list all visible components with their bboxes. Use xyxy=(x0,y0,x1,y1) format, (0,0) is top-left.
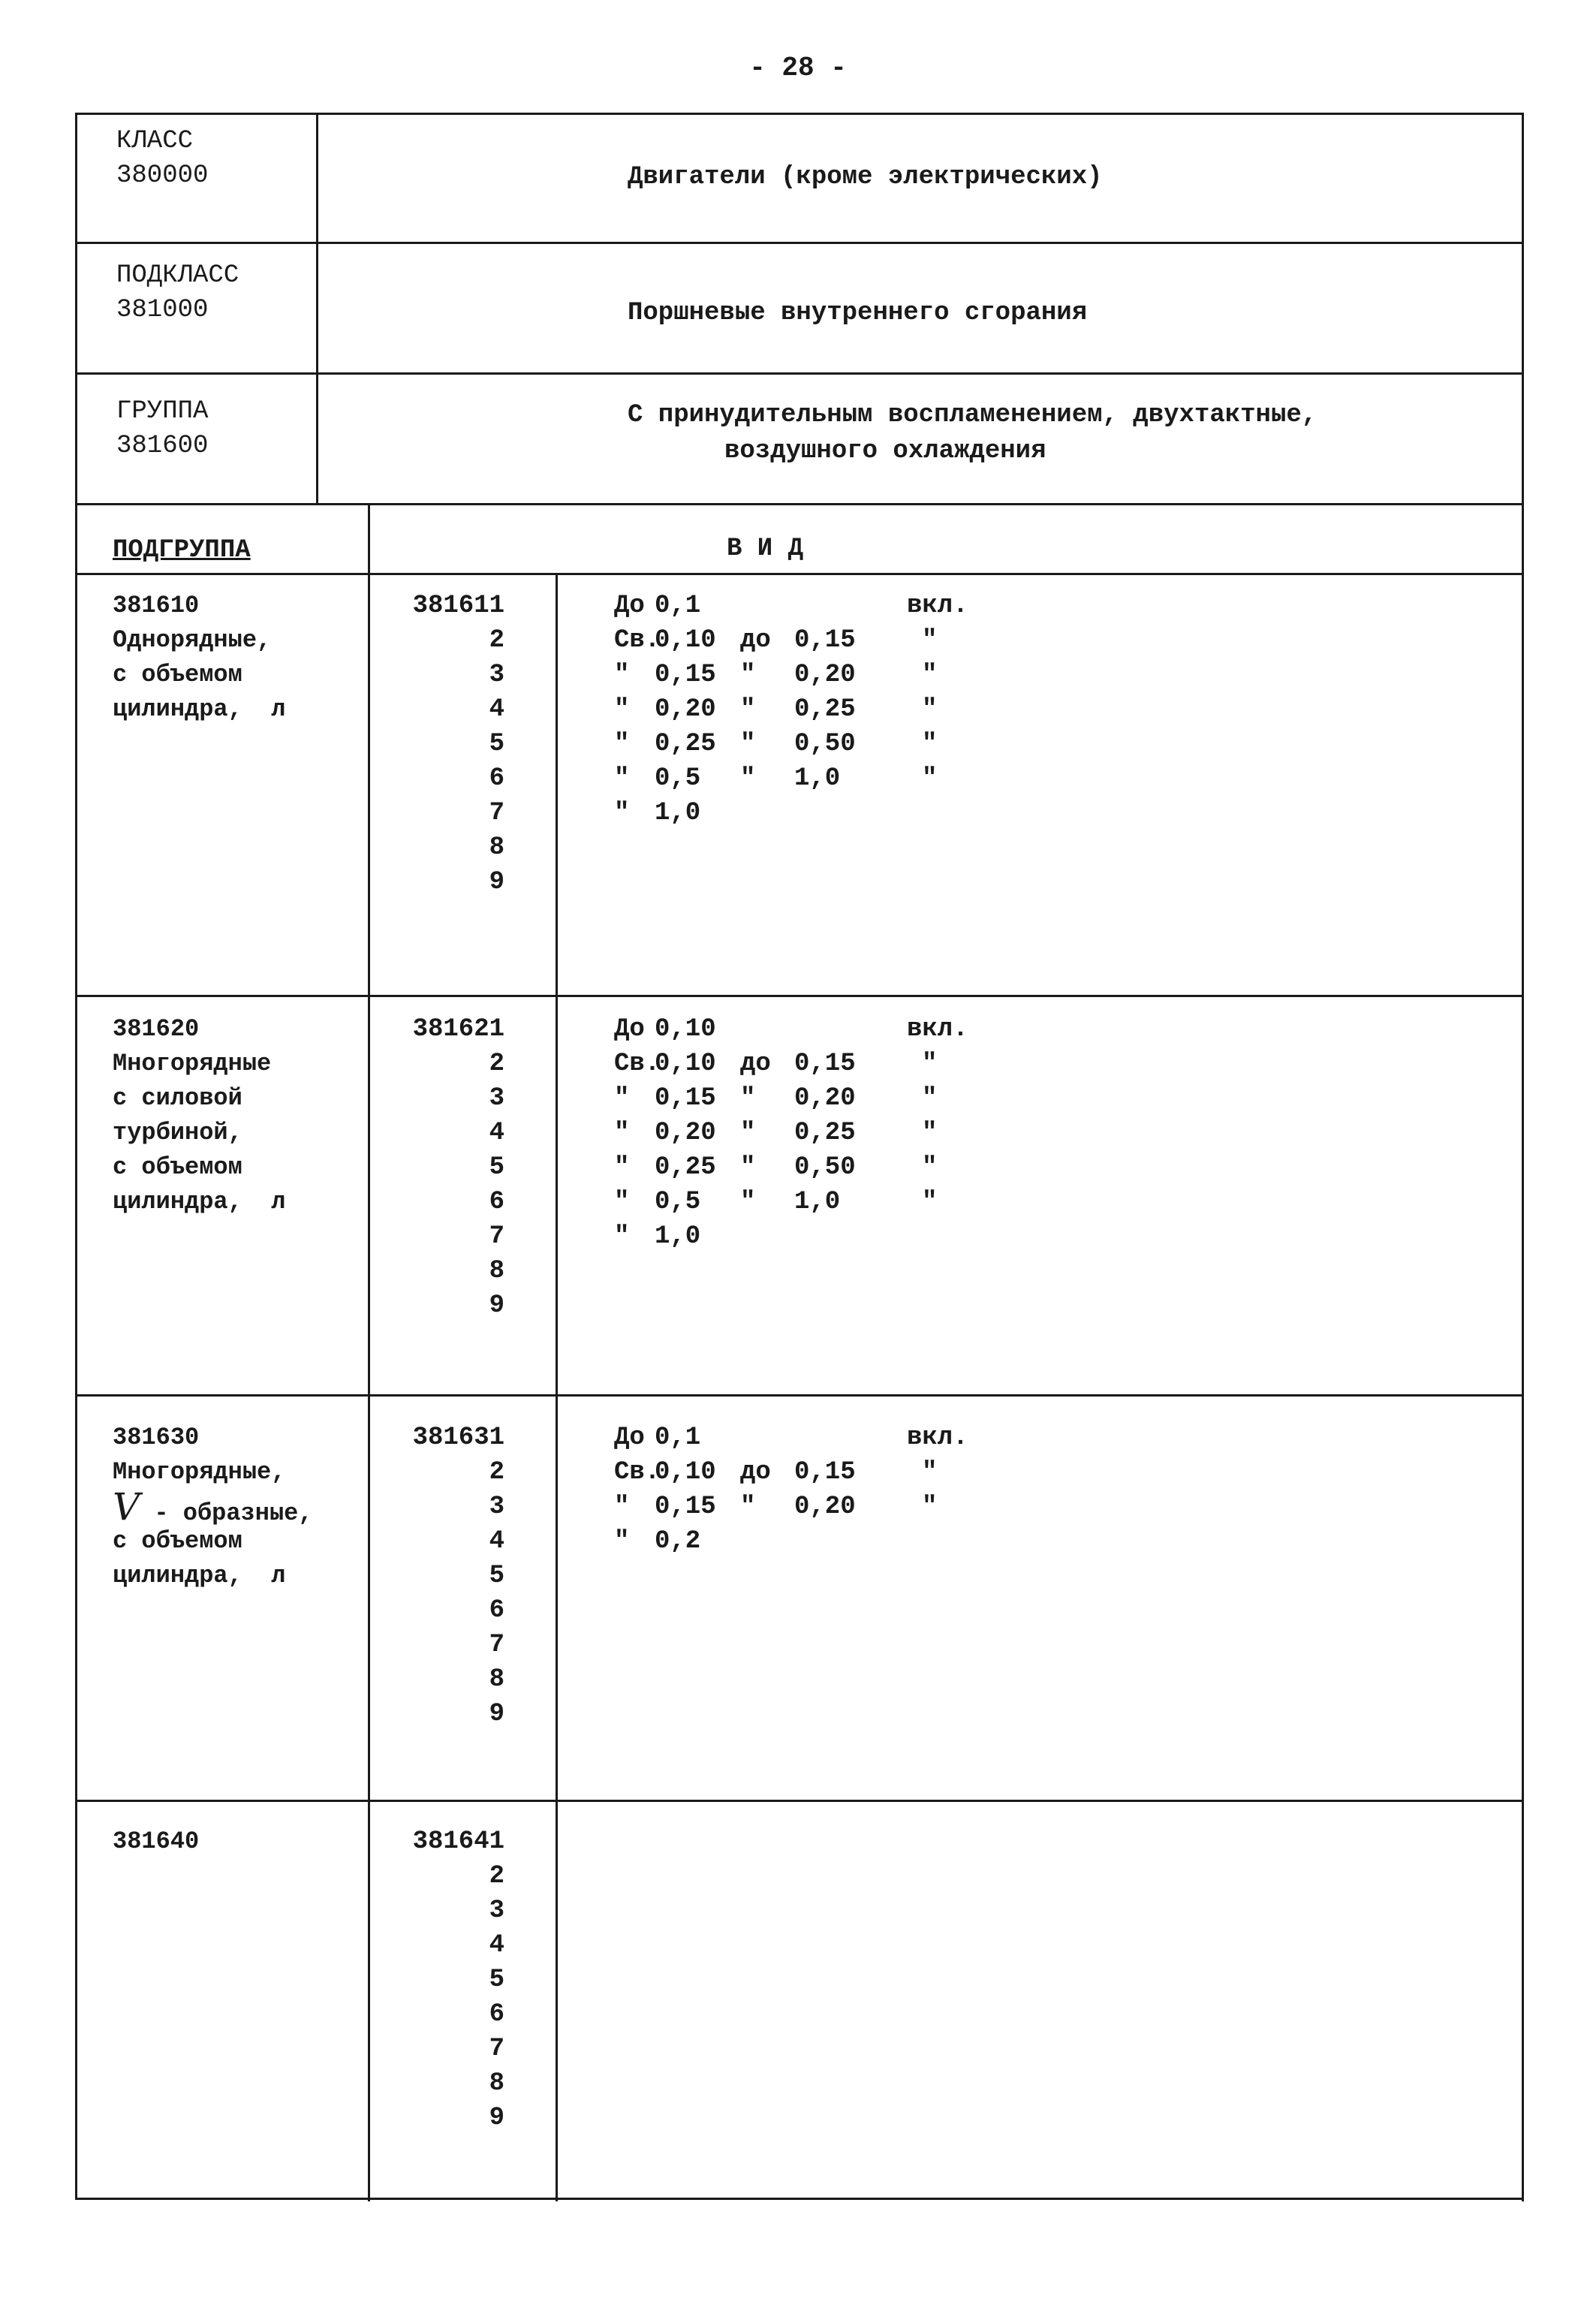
subgroup-2 xyxy=(113,1012,285,1219)
table-border-left xyxy=(75,113,77,2200)
subgroup-code: 381620 xyxy=(113,1015,200,1043)
klass-code: 380000 xyxy=(116,161,209,190)
subgroup-code: 381630 xyxy=(113,1424,200,1451)
vid-code: 8 xyxy=(489,1665,504,1694)
vid-codes-3 xyxy=(354,1421,504,1731)
range-row: До 0,1 вкл. xyxy=(614,1424,968,1452)
table-border-bottom xyxy=(75,2198,1524,2200)
range-row: " 0,2 xyxy=(614,1527,701,1556)
ranges-3 xyxy=(614,1421,1140,1559)
vid-code: 6 xyxy=(489,1596,504,1625)
vid-code: 9 xyxy=(489,2104,504,2132)
subgroup-desc-line: Многорядные, xyxy=(113,1458,286,1486)
vid-code: 9 xyxy=(489,1291,504,1320)
vid-code: 381631 xyxy=(412,1424,504,1452)
vid-code: 4 xyxy=(489,1119,504,1147)
vid-code: 7 xyxy=(489,1222,504,1251)
range-row: " 0,25 " 0,50 " xyxy=(614,730,938,758)
range-row: " 0,20 " 0,25 " xyxy=(614,695,938,724)
vid-code: 7 xyxy=(489,2035,504,2063)
klass-title: Двигатели (кроме электрических) xyxy=(628,163,1103,191)
subgroup-divider-1 xyxy=(75,995,1524,997)
header-divider xyxy=(316,113,318,503)
subgroup-desc-line: цилиндра, л xyxy=(113,1188,286,1216)
range-row: " 0,5 " 1,0 " xyxy=(614,764,938,793)
table-border-top xyxy=(75,113,1524,115)
range-row: До 0,10 вкл. xyxy=(614,1015,968,1044)
gruppa-title-line1: С принудительным воспламенением, двухтактные, xyxy=(628,401,1317,429)
podgruppa-header: ПОДГРУППА xyxy=(113,536,251,565)
range-row: Св. 0,10 до 0,15 " xyxy=(614,1050,938,1078)
podklass-row-divider xyxy=(75,372,1524,375)
range-row: " 0,25 " 0,50 " xyxy=(614,1153,938,1182)
vid-code: 381621 xyxy=(412,1015,504,1044)
range-row: " 0,15 " 0,20 " xyxy=(614,1084,938,1113)
vid-code: 6 xyxy=(489,2000,504,2029)
vid-code: 2 xyxy=(489,1050,504,1078)
subgroup-code: 381640 xyxy=(113,1827,200,1855)
vid-code: 4 xyxy=(489,1931,504,1960)
range-row: " 1,0 xyxy=(614,799,701,827)
klass-label: КЛАСС xyxy=(116,127,194,155)
range-row: " 1,0 xyxy=(614,1222,701,1251)
subgroup-desc-line: с силовой xyxy=(113,1084,242,1112)
vid-code: 2 xyxy=(489,1862,504,1891)
vid-code: 6 xyxy=(489,1188,504,1216)
gruppa-label: ГРУППА xyxy=(116,397,209,426)
vid-code: 3 xyxy=(489,1493,504,1521)
subgroup-divider-2 xyxy=(75,1394,1524,1397)
range-row: " 0,15 " 0,20 " xyxy=(614,1493,938,1521)
vid-code: 9 xyxy=(489,868,504,896)
subgroup-desc-line: V - образные, xyxy=(113,1485,313,1529)
subgroup-3 xyxy=(113,1421,313,1593)
vid-codes-1 xyxy=(354,589,504,899)
vid-code: 9 xyxy=(489,1700,504,1728)
vid-code: 4 xyxy=(489,695,504,724)
vid-code: 7 xyxy=(489,799,504,827)
subgroup-desc-line: цилиндра, л xyxy=(113,695,286,723)
vid-code: 8 xyxy=(489,2069,504,2098)
vid-code: 381611 xyxy=(412,592,504,620)
range-row: " 0,15 " 0,20 " xyxy=(614,661,938,689)
gruppa-code: 381600 xyxy=(116,432,209,460)
vid-code: 381641 xyxy=(412,1827,504,1856)
vid-code: 2 xyxy=(489,1458,504,1487)
range-row: Св. 0,10 до 0,15 " xyxy=(614,626,938,655)
table-header-divider xyxy=(75,573,1524,575)
ranges-2 xyxy=(614,1012,1140,1254)
vid-code: 7 xyxy=(489,1631,504,1659)
v-shape-letter: V xyxy=(113,1485,140,1529)
vid-code: 3 xyxy=(489,1084,504,1113)
vid-code: 6 xyxy=(489,764,504,793)
subgroup-code: 381610 xyxy=(113,592,200,619)
subgroup-1 xyxy=(113,589,285,727)
vid-code: 5 xyxy=(489,1562,504,1590)
range-row: " 0,20 " 0,25 " xyxy=(614,1119,938,1147)
vid-header: В И Д xyxy=(727,535,804,563)
vid-codes-2 xyxy=(354,1012,504,1323)
vid-code: 8 xyxy=(489,1257,504,1285)
vid-code: 5 xyxy=(489,1966,504,1994)
podklass-label: ПОДКЛАСС xyxy=(116,261,239,290)
subgroup-desc-line: с объемом xyxy=(113,1153,242,1181)
vid-code: 8 xyxy=(489,833,504,862)
vid-code: 4 xyxy=(489,1527,504,1556)
vid-code: 5 xyxy=(489,730,504,758)
klass-row-divider xyxy=(75,242,1524,244)
vid-code: 2 xyxy=(489,626,504,655)
range-row: " 0,5 " 1,0 " xyxy=(614,1188,938,1216)
col-divider-2 xyxy=(556,574,558,2201)
podklass-title: Поршневые внутреннего сгорания xyxy=(628,299,1088,327)
range-row: Св. 0,10 до 0,15 " xyxy=(614,1458,938,1487)
subgroup-desc-line: турбиной, xyxy=(113,1119,242,1146)
subgroup-4 xyxy=(113,1824,199,1859)
subgroup-divider-3 xyxy=(75,1800,1524,1802)
podklass-code: 381000 xyxy=(116,296,209,324)
range-row: До 0,1 вкл. xyxy=(614,592,968,620)
gruppa-row-divider xyxy=(75,503,1524,505)
vid-code: 5 xyxy=(489,1153,504,1182)
vid-codes-4 xyxy=(354,1824,504,2135)
subgroup-desc-line: Однорядные, xyxy=(113,626,272,654)
gruppa-title-line2: воздушного охлаждения xyxy=(724,437,1046,466)
page-number: - 28 - xyxy=(749,53,847,83)
subgroup-desc-line: с объемом xyxy=(113,1527,242,1555)
vid-code: 3 xyxy=(489,661,504,689)
subgroup-desc-line: Многорядные xyxy=(113,1050,272,1077)
ranges-1 xyxy=(614,589,1140,830)
table-border-right xyxy=(1522,113,1524,2201)
vid-code: 3 xyxy=(489,1897,504,1925)
subgroup-desc-line: цилиндра, л xyxy=(113,1562,286,1589)
subgroup-desc-line: с объемом xyxy=(113,661,242,688)
